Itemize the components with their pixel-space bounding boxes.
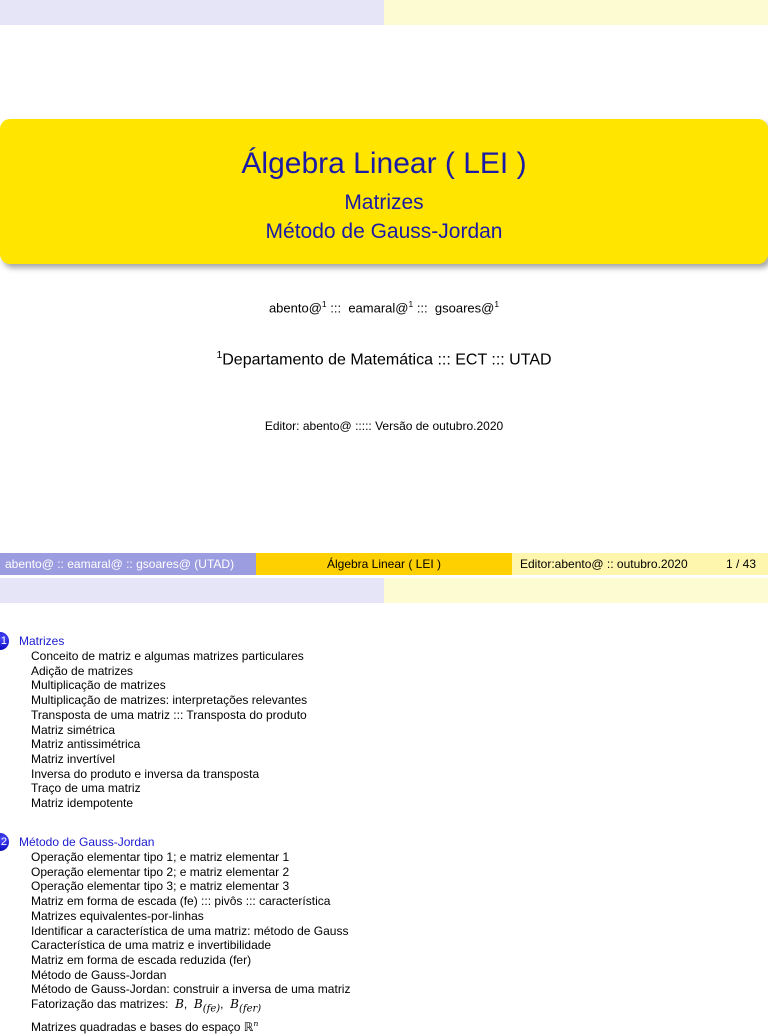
- bases-item-space: ℝ: [243, 1020, 254, 1035]
- toc-item[interactable]: Adição de matrizes: [31, 663, 134, 678]
- toc-section-title-2[interactable]: Método de Gauss-Jordan: [19, 835, 155, 849]
- factorization-b-fe: B: [193, 997, 203, 1012]
- toc-subsection-list-2: [31, 850, 350, 1035]
- toc-item[interactable]: Multiplicação de matrizes: [31, 678, 166, 693]
- factorization-sub-fer: (fer): [239, 1003, 262, 1015]
- footer-title: Álgebra Linear ( LEI ): [256, 553, 512, 575]
- nav-strip-right-slide-2: [384, 578, 768, 603]
- toc-item[interactable]: Matriz invertível: [31, 751, 116, 766]
- nav-strip-right: [384, 0, 768, 25]
- author-sep-1: :::: [330, 300, 342, 316]
- author-1-mark: 1: [321, 299, 327, 309]
- bases-item-sup: n: [253, 1019, 259, 1029]
- toc-item[interactable]: Matriz idempotente: [31, 796, 134, 811]
- toc-item[interactable]: Matriz simétrica: [31, 722, 116, 737]
- top-nav-strip: [0, 0, 768, 25]
- footer-right: [512, 553, 768, 575]
- toc-item[interactable]: Método de Gauss-Jordan: construir a inversa de uma matriz: [31, 982, 351, 997]
- toc-item[interactable]: Operação elementar tipo 3; e matriz elementar 3: [31, 879, 290, 894]
- author-3: gsoares@: [434, 300, 495, 316]
- toc-item[interactable]: Traço de uma matriz: [31, 781, 141, 796]
- toc-subsection-list-1: [31, 649, 307, 811]
- top-nav-strip-slide-2: [0, 578, 768, 603]
- nav-strip-left: [0, 0, 384, 25]
- toc-item[interactable]: Matriz em forma de escada reduzida (fer): [31, 952, 252, 967]
- toc-item-factorization[interactable]: Fatorização das matrizes: B, $B_{(fe)}$, $B_{(fer)}$: [31, 997, 262, 1015]
- presentation-subtitle-1: Matrizes: [344, 191, 424, 214]
- section-number-ball-2[interactable]: 2: [0, 833, 9, 851]
- presentation-title: Álgebra Linear ( LEI ): [241, 147, 527, 180]
- title-block: [0, 119, 768, 264]
- toc-item[interactable]: Inversa do produto e inversa da transposta: [31, 766, 260, 781]
- section-number-ball-1[interactable]: 1: [0, 632, 9, 650]
- toc-item[interactable]: Matriz em forma de escada (fe) ::: pivôs ::: característica: [31, 894, 331, 909]
- footer-editor: Editor:abento@ :: outubro.2020: [520, 557, 688, 571]
- editor-line: Editor: abento@ ::::: Versão de outubro.2020: [264, 419, 504, 433]
- department-line: [0, 350, 768, 369]
- bases-item-text: Matrizes quadradas e bases do espaço: [31, 1020, 241, 1035]
- toc-item[interactable]: Característica de uma matriz e invertibilidade: [31, 938, 272, 953]
- author-2: eamaral@: [348, 300, 409, 316]
- toc-item[interactable]: Operação elementar tipo 1; e matriz elementar 1: [31, 850, 290, 864]
- toc-item[interactable]: Matriz antissimétrica: [31, 737, 141, 752]
- toc-item[interactable]: Matrizes equivalentes-por-linhas: [31, 908, 204, 923]
- author-1: abento@: [268, 300, 322, 316]
- footer-bar: [0, 553, 768, 575]
- department-text: Departamento de Matemática ::: ECT ::: UTAD: [222, 351, 552, 369]
- author-2-mark: 1: [408, 299, 414, 309]
- toc-item-bases[interactable]: [31, 1017, 350, 1035]
- toc-item[interactable]: Método de Gauss-Jordan: [31, 967, 167, 982]
- toc-item[interactable]: Identificar a característica de uma matriz: método de Gauss: [31, 923, 349, 938]
- toc-item[interactable]: Conceito de matriz e algumas matrizes particulares: [31, 649, 304, 663]
- factorization-b-fer: B: [230, 997, 239, 1012]
- authors-line: [0, 299, 768, 315]
- toc-item[interactable]: Transposta de uma matriz ::: Transposta do produto: [31, 707, 307, 722]
- presentation-subtitle-2: Método de Gauss-Jordan: [265, 220, 503, 243]
- author-sep-2: :::: [416, 300, 428, 316]
- footer-authors: abento@ :: eamaral@ :: gsoares@ (UTAD): [0, 553, 256, 575]
- factorization-sub-fe: (fe): [202, 1003, 221, 1015]
- toc-item[interactable]: Operação elementar tipo 2; e matriz elementar 2: [31, 864, 290, 879]
- nav-strip-left-slide-2: [0, 578, 384, 603]
- footer-page-number: 1 / 43: [725, 557, 756, 571]
- toc-item[interactable]: Multiplicação de matrizes: interpretações relevantes: [31, 693, 308, 708]
- factorization-label: Fatorização das matrizes:: [31, 997, 169, 1012]
- author-3-mark: 1: [494, 299, 500, 309]
- toc-section-title-1[interactable]: Matrizes: [19, 634, 65, 648]
- factorization-b: B: [175, 997, 184, 1012]
- department-mark: 1: [216, 350, 223, 361]
